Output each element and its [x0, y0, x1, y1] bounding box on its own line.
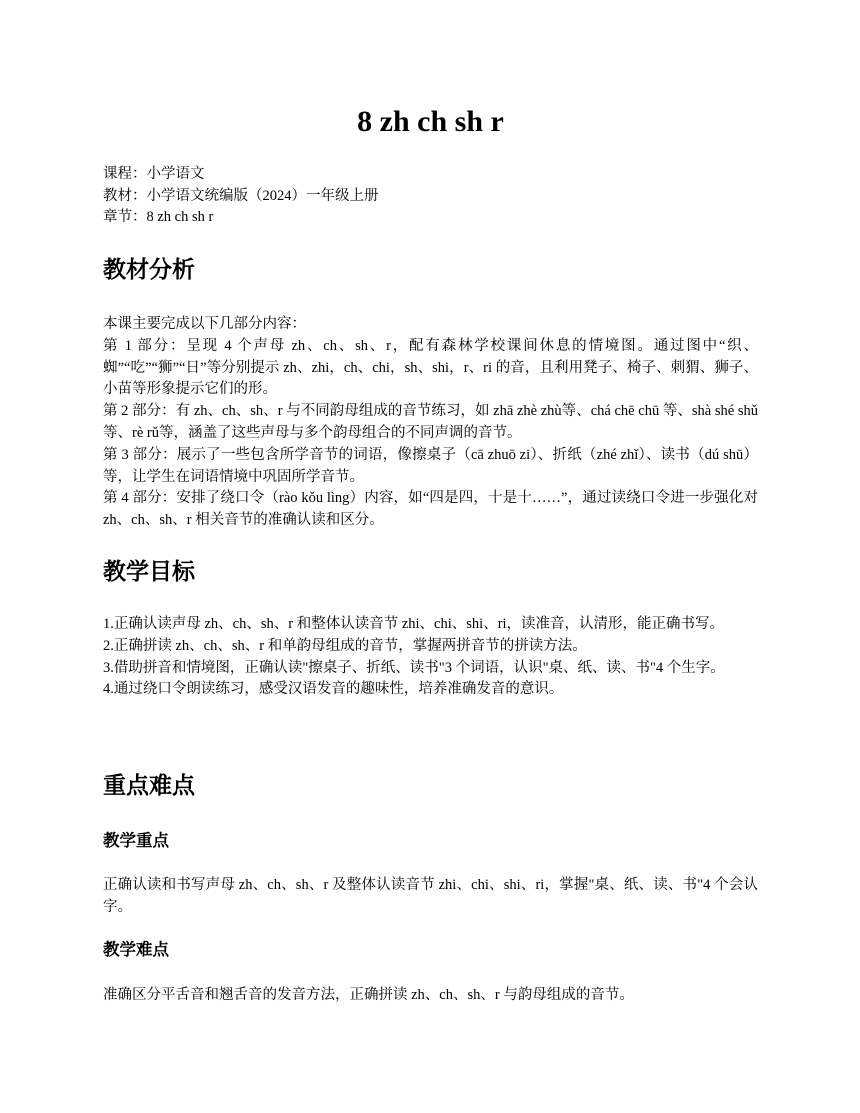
subheading-difficulty: 教学难点 — [103, 940, 169, 959]
objective-item: 4.通过绕口令朗读练习，感受汉语发音的趣味性，培养准确发音的意识。 — [103, 681, 564, 698]
difficulty-text: 准确区分平舌音和翘舌音的发音方法，正确拼读 zh、ch、sh、r 与韵母组成的音节。 — [103, 987, 634, 1003]
difficulty-body — [103, 985, 758, 1007]
analysis-paragraph: 第 2 部分：有 zh、ch、sh、r 与不同韵母组成的音节练习，如 zhā zhè zhù等、chá chē chū 等、shà shé shǔ等、rè rǔ等，涵盖了这些声母与多个韵母组合的不同声调的音节。 — [103, 403, 758, 441]
analysis-paragraph: 第 4 部分：安排了绕口令（rào kǒu lìng）内容，如“四是四，十是十……”，通过读绕口令进一步强化对 zh、ch、sh、r 相关音节的准确认读和区分。 — [103, 490, 758, 529]
focus-body — [103, 875, 758, 919]
analysis-paragraph: 第 3 部分：展示了一些包含所学音节的词语，像擦桌子（cā zhuō zi）、折纸（zhé zhǐ）、读书（dú shū）等，让学生在词语情境中巩固所学音节。 — [103, 446, 758, 485]
meta-textbook: 教材：小学语文统编版（2024）一年级上册 — [103, 187, 379, 204]
section-heading-analysis: 教材分析 — [103, 257, 195, 282]
focus-text: 正确认读和书写声母 zh、ch、sh、r 及整体认读音节 zhi、chi、shi、ri，掌握"桌、纸、读、书"4 个会认字。 — [103, 877, 758, 915]
document-title: 8 zh ch sh r — [357, 105, 504, 138]
analysis-paragraph: 本课主要完成以下几部分内容： — [103, 316, 306, 332]
objectives-body — [103, 614, 758, 701]
meta-chapter: 章节：8 zh ch sh r — [103, 209, 214, 225]
document-meta — [103, 164, 758, 229]
objective-item: 2.正确拼读 zh、ch、sh、r 和单韵母组成的音节，掌握两拼音节的拼读方法。 — [103, 637, 587, 654]
objective-item: 3.借助拼音和情境图，正确认读"擦桌子、折纸、读书"3 个词语，认识"桌、纸、读、书"4 个生字。 — [103, 659, 725, 676]
analysis-body — [103, 314, 758, 532]
analysis-paragraph: 第 1 部分：呈现 4 个声母 zh、ch、sh、r，配有森林学校课间休息的情境图。通过图中“织、蜘”“吃”“狮”“日”等分别提示 zh、zhi，ch、chi，sh、shi，r、ri 的音，且利用凳子、椅子、刺猬、狮子、小苗等形象提示它们的形。 — [103, 337, 758, 398]
section-heading-objectives: 教学目标 — [103, 559, 195, 584]
objective-item: 1.正确认读声母 zh、ch、sh、r 和整体认读音节 zhi、chi、shi、ri，读准音，认清形，能正确书写。 — [103, 616, 725, 632]
meta-course: 课程：小学语文 — [103, 166, 205, 182]
subheading-focus: 教学重点 — [103, 831, 169, 850]
section-heading-keypoints: 重点难点 — [103, 773, 195, 798]
